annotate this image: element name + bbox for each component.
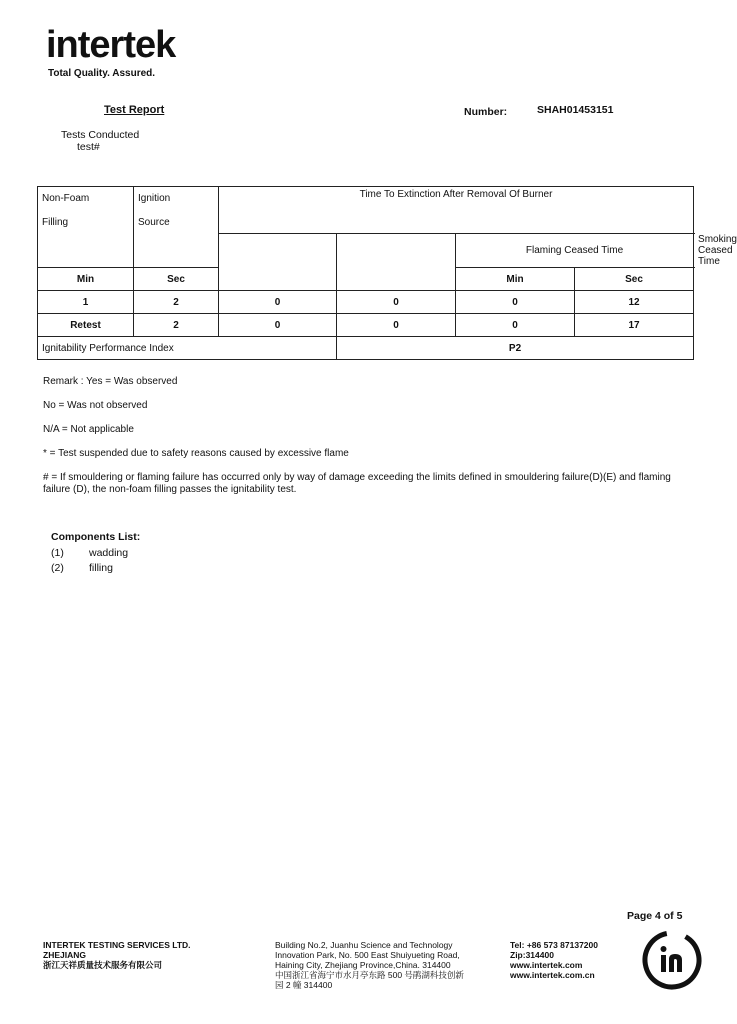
address-line: Haining City, Zhejiang Province,China. 314400 — [275, 960, 451, 970]
remark-suspended: * = Test suspended due to safety reasons caused by excessive flame — [43, 448, 349, 459]
report-number: SHAH01453151 — [537, 104, 614, 116]
remarks-section — [43, 376, 693, 508]
time-to-extinction-header: Time To Extinction After Removal Of Burner — [219, 187, 694, 234]
cell-filling: 1 — [38, 291, 134, 314]
number-label: Number: — [464, 106, 508, 118]
flaming-min-header: Min — [38, 268, 134, 291]
item-name: wadding — [89, 547, 129, 559]
page-number: Page 4 of 5 — [627, 910, 683, 922]
blank-cell — [219, 234, 337, 291]
phone: Tel: +86 573 87137200 — [510, 940, 598, 950]
tests-conducted-label: Tests Conducted — [61, 129, 140, 141]
item-number: (2) — [51, 562, 64, 574]
cell-smoking-sec: 17 — [575, 314, 694, 337]
smoking-min-header: Min — [456, 268, 575, 291]
cell-flaming-min: 0 — [219, 291, 337, 314]
website-link[interactable]: www.intertek.com — [510, 960, 583, 970]
tests-conducted — [61, 129, 139, 153]
col-source-header: Ignition Source — [134, 187, 219, 268]
address-line: Building No.2, Juanhu Science and Technology — [275, 940, 453, 950]
cell-smoking-sec: 12 — [575, 291, 694, 314]
components-list — [51, 531, 140, 576]
address-line: 园 2 幢 314400 — [275, 980, 333, 990]
intertek-logo: intertek — [46, 24, 176, 66]
list-item — [51, 561, 140, 576]
cell-source: 2 — [134, 314, 219, 337]
footer-address — [275, 940, 464, 990]
footer-company — [43, 940, 191, 970]
footer-contact — [510, 940, 598, 980]
table-row — [38, 291, 694, 314]
col-filling-header: Non-Foam Filling — [38, 187, 134, 268]
intertek-circle-logo-icon — [641, 929, 703, 991]
address-line: Innovation Park, No. 500 East Shuiyueting Road, — [275, 950, 460, 960]
report-title: Test Report — [104, 104, 165, 116]
ignitability-index-label: Ignitability Performance Index — [38, 337, 337, 360]
cell-filling: Retest — [38, 314, 134, 337]
cell-flaming-sec: 0 — [337, 291, 456, 314]
cell-smoking-min: 0 — [456, 291, 575, 314]
table-row — [38, 314, 694, 337]
flaming-sec-header: Sec — [134, 268, 219, 291]
smoking-sec-header: Sec — [575, 268, 694, 291]
cell-flaming-min: 0 — [219, 314, 337, 337]
zip: Zip:314400 — [510, 950, 554, 960]
flaming-ceased-header: Flaming Ceased Time — [456, 234, 694, 268]
remark-no: No = Was not observed — [43, 400, 148, 411]
ignitability-index-value: P2 — [337, 337, 694, 360]
remark-pass-criteria: # = If smouldering or flaming failure has occurred only by way of damage exceeding the limits defined in smouldering failure(D)(E) and flaming failure (D), the non-foam filling passes the ignitability test. — [43, 472, 671, 495]
cell-flaming-sec: 0 — [337, 314, 456, 337]
website-link-cn[interactable]: www.intertek.com.cn — [510, 970, 595, 980]
test-name: test# — [77, 141, 100, 153]
results-table: Non-Foam Filling Ignition Source Time To Extinction After Removal Of Burner Flaming Ceased Time Smoking Ceased Time Min Sec Min Sec 1 2 0 0 0 12 Retest 2 0 0 0 17 Ignitability Performance Index P2 — [37, 186, 694, 360]
remark-yes: Remark : Yes = Was observed — [43, 376, 178, 387]
blank-cell — [337, 234, 456, 291]
cell-source: 2 — [134, 291, 219, 314]
address-line: 中国浙江省海宁市水月亭东路 500 号鹃湖科技创新 — [275, 970, 464, 980]
company-name: INTERTEK TESTING SERVICES LTD. — [43, 940, 191, 950]
company-region: ZHEJIANG — [43, 950, 86, 960]
item-number: (1) — [51, 547, 64, 559]
logo-tagline: Total Quality. Assured. — [48, 68, 156, 79]
list-item — [51, 546, 140, 561]
company-name-cn: 浙江天祥质量技术服务有限公司 — [43, 960, 163, 970]
item-name: filling — [89, 562, 113, 574]
components-heading: Components List: — [51, 531, 141, 543]
remark-na: N/A = Not applicable — [43, 424, 134, 435]
cell-smoking-min: 0 — [456, 314, 575, 337]
